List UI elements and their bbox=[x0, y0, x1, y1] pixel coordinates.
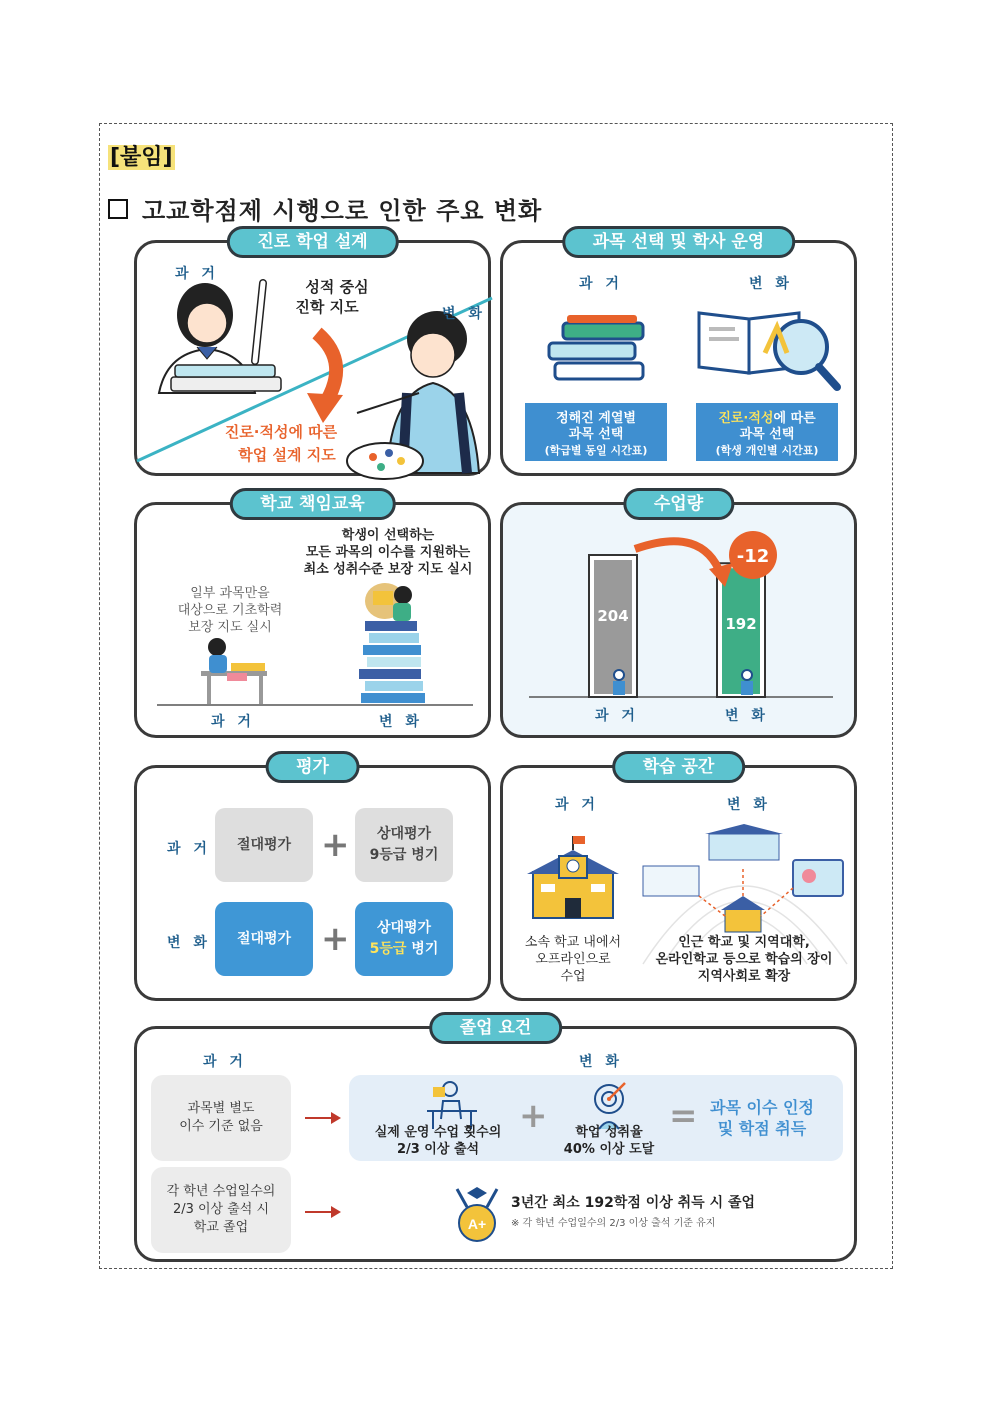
eval-new-relative-1: 상대평가 bbox=[376, 920, 432, 936]
subject-past-box bbox=[525, 403, 667, 461]
page-heading bbox=[108, 191, 542, 226]
panel-title: 평가 bbox=[265, 751, 360, 783]
grad-new2-main: 3년간 최소 192학점 이상 취득 시 졸업 bbox=[511, 1195, 756, 1211]
book-tower-icon bbox=[359, 583, 425, 703]
panel-responsibility bbox=[134, 494, 491, 738]
panel-title: 과목 선택 및 학사 운영 bbox=[562, 226, 795, 258]
eval-new-relative-2: 병기 bbox=[406, 941, 439, 957]
label-past: 과 거 bbox=[211, 714, 255, 730]
equals-icon: = bbox=[669, 1096, 698, 1136]
panel-title: 졸업 요건 bbox=[429, 1012, 563, 1044]
space-past-text-2: 오프라인으로 bbox=[535, 952, 611, 967]
panel-space bbox=[500, 757, 857, 1001]
grad-new2-note: ※ 각 학년 수업일수의 2/3 이상 출석 기준 유지 bbox=[511, 1218, 716, 1229]
label-change: 변 화 bbox=[379, 714, 423, 730]
grad-past1-text-1: 과목별 별도 bbox=[187, 1101, 255, 1116]
resp-new-text-1: 학생이 선택하는 bbox=[341, 528, 435, 543]
bar-0 bbox=[594, 560, 632, 694]
space-new-text-2: 온라인학교 등으로 학습의 장이 bbox=[655, 952, 833, 967]
plus-icon: + bbox=[321, 825, 350, 865]
resp-past-text-3: 보장 지도 실시 bbox=[188, 620, 272, 635]
eval-past-relative bbox=[355, 808, 453, 882]
bar-value-label: 192 bbox=[725, 615, 757, 634]
checkbox-square-icon bbox=[108, 199, 128, 219]
teacher-figure-icon bbox=[159, 283, 281, 393]
eval-new-grade-highlight: 5등급 bbox=[369, 941, 407, 957]
label-past: 과 거 bbox=[203, 1054, 247, 1070]
decrease-arrow-icon bbox=[635, 541, 721, 575]
attachment-label: [붙임] bbox=[110, 145, 173, 170]
teacher-icon bbox=[614, 670, 624, 680]
label-change: 변 화 bbox=[579, 1054, 623, 1070]
nearby-school-icon bbox=[643, 866, 699, 896]
space-new-text-1: 인근 학교 및 지역대학, bbox=[678, 935, 810, 950]
teacher-icon bbox=[742, 670, 752, 680]
subject-past-text-3: (학급별 동일 시간표) bbox=[544, 444, 648, 457]
eval-past-relative-1: 상대평가 bbox=[376, 826, 432, 842]
local-school-icon bbox=[721, 896, 765, 932]
student-desk-icon bbox=[201, 638, 267, 704]
teacher-body-icon bbox=[741, 681, 753, 695]
panel-title: 학습 공간 bbox=[612, 751, 746, 783]
eval-past-relative-2: 9등급 병기 bbox=[369, 847, 439, 863]
book-stack-icon bbox=[549, 315, 643, 379]
eval-new-absolute: 절대평가 bbox=[215, 902, 313, 976]
plus-icon: + bbox=[519, 1096, 548, 1136]
panel-title: 진로 학업 설계 bbox=[226, 226, 398, 258]
grad-cond2-text-2: 40% 이상 도달 bbox=[563, 1142, 655, 1157]
space-past-text-1: 소속 학교 내에서 bbox=[524, 935, 622, 950]
grad-past2-text-2: 2/3 이상 출석 시 bbox=[172, 1202, 270, 1217]
career-past-text-1: 성적 중심 bbox=[305, 278, 369, 296]
subject-new-text-2: 과목 선택 bbox=[739, 427, 795, 442]
diff-label: -12 bbox=[736, 546, 770, 567]
panel-title: 학교 책임교육 bbox=[229, 488, 395, 520]
label-past: 과 거 bbox=[555, 797, 599, 813]
label-change: 변 화 bbox=[167, 935, 211, 951]
school-building-icon bbox=[527, 836, 619, 918]
label-past: 과 거 bbox=[595, 708, 639, 724]
subject-new-text-3: (학생 개인별 시간표) bbox=[715, 444, 819, 457]
heading-text: 고교학점제 시행으로 인한 주요 변화 bbox=[142, 197, 543, 225]
label-change: 변 화 bbox=[749, 276, 793, 292]
subject-past-text-1: 정해진 계열별 bbox=[556, 411, 636, 426]
online-class-icon bbox=[793, 860, 843, 896]
subject-new-highlight: 진로·적성 bbox=[718, 411, 774, 426]
panel-career bbox=[134, 232, 491, 476]
panel-title: 수업량 bbox=[623, 488, 734, 520]
subject-new-text-1: 에 따른 bbox=[773, 411, 816, 426]
career-new-text-1: 진로·적성에 따른 bbox=[224, 423, 338, 441]
resp-past-text-1: 일부 과목만을 bbox=[190, 586, 270, 601]
plus-icon: + bbox=[321, 919, 350, 959]
responsibility-illustration bbox=[137, 505, 494, 741]
resp-new-text-2: 모든 과목의 이수를 지원하는 bbox=[305, 545, 471, 560]
space-past-text-3: 수업 bbox=[560, 969, 586, 984]
svg-text:A+: A+ bbox=[467, 1216, 487, 1232]
label-change: 변 화 bbox=[727, 797, 771, 813]
grad-past1-text-2: 이수 기준 없음 bbox=[179, 1119, 263, 1134]
panel-hours bbox=[500, 494, 857, 738]
panel-evaluation bbox=[134, 757, 491, 1001]
eval-past-absolute: 절대평가 bbox=[215, 808, 313, 882]
grad-result-text-1: 과목 이수 인정 bbox=[710, 1098, 814, 1117]
panel-graduation bbox=[134, 1018, 857, 1262]
label-past: 과 거 bbox=[167, 841, 211, 857]
label-past: 과 거 bbox=[579, 276, 623, 292]
label-past: 과 거 bbox=[175, 266, 219, 282]
grad-past2-text-3: 학교 졸업 bbox=[193, 1220, 249, 1235]
subject-new-box bbox=[696, 403, 838, 461]
arrow-right-icon bbox=[305, 1211, 339, 1213]
grad-result-text-2: 및 학점 취득 bbox=[717, 1119, 807, 1138]
grad-cond1-text-2: 2/3 이상 출석 bbox=[396, 1142, 480, 1157]
magnifier-book-icon bbox=[699, 313, 837, 387]
graduation-apple-icon bbox=[457, 1187, 497, 1241]
grad-cond2-text-1: 학업 성취율 bbox=[575, 1125, 643, 1140]
university-building-icon bbox=[705, 824, 783, 860]
grad-past2-text-1: 각 학년 수업일수의 bbox=[166, 1184, 276, 1199]
career-new-text-2: 학업 설계 지도 bbox=[238, 446, 336, 464]
bar-value-label: 204 bbox=[597, 607, 629, 625]
subject-past-text-2: 과목 선택 bbox=[568, 427, 624, 442]
target-goal-icon bbox=[595, 1083, 625, 1129]
label-change: 변 화 bbox=[442, 306, 486, 322]
hours-bar-chart bbox=[503, 505, 860, 741]
panel-subject bbox=[500, 232, 857, 476]
eval-new-relative bbox=[355, 902, 453, 976]
space-new-text-3: 지역사회로 확장 bbox=[697, 969, 791, 984]
resp-past-text-2: 대상으로 기초학력 bbox=[177, 603, 283, 618]
grad-past-box-2 bbox=[151, 1167, 291, 1253]
student-desk-icon bbox=[427, 1082, 477, 1129]
resp-new-text-3: 최소 성취수준 보장 지도 실시 bbox=[303, 562, 473, 577]
label-change: 변 화 bbox=[725, 708, 769, 724]
teacher-body-icon bbox=[613, 681, 625, 695]
grad-cond1-text-1: 실제 운영 수업 횟수의 bbox=[374, 1125, 502, 1140]
career-past-text-2: 진학 지도 bbox=[295, 298, 359, 316]
